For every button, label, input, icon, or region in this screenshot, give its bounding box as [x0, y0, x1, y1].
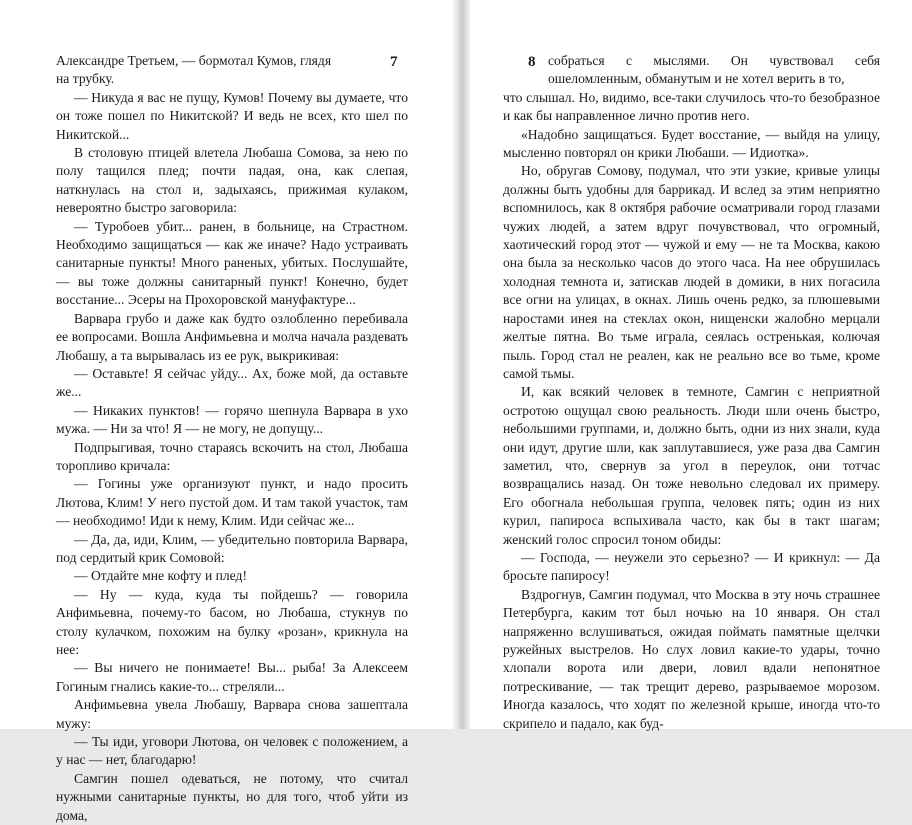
- paragraph: — Да, да, иди, Клим, — убедительно повторила Варвара, под сердитый крик Сомовой:: [56, 531, 408, 565]
- paragraph: — Отдайте мне кофту и плед!: [74, 568, 247, 584]
- paragraph: — Ну — куда, куда ты пойдешь? — говорила Анфимьевна, почему-то басом, но Любаша, стукнув по столу кулачком, похожим на булку «розан», крикнула на нее:: [56, 586, 408, 657]
- paragraph: Но, обругав Сомову, подумал, что эти узкие, кривые улицы должны быть удобны для баррикад. И вслед за этим неприятно вспомнилось, как 8 октября рабочие осматривали город глазами чужих людей, а затем вдруг почувствовал, что огромный, хаотический город этот — чужой и ему — не та Москва, какою она была за несколько часов до этого часа. На нее обрушилась холодная темнота и, затискав людей в домики, в них погасила все огни на улицах, в окнах. Лишь очень редко, за плюшевыми наростами инея на стеклах окон, нищенски жалобно мерцали желтые пятна. Во тьме играла, сеялась остренькая, колючая пыль. Город стал не реален, как не реально все во тьме, кроме самой тьмы.: [503, 163, 880, 381]
- page-number: 7: [390, 54, 398, 70]
- paragraph: В столовую птицей влетела Любаша Сомова, за нею по полу тащился плед; почти падая, она, как слепая, наткнулась на стол и, задыхаясь, прижимая кулаком, невероятно быстро заговорила:: [56, 145, 408, 216]
- book-gutter: [452, 0, 470, 729]
- right-page: [470, 0, 912, 729]
- paragraph: И, как всякий человек в темноте, Самгин с неприятной остротою ощущал свою реальность. Люди шли очень быстро, небольшими группами, и, должно быть, одни из них знали, куда они идут, другие шли, как заплутавшиеся, уже раза два Самгин заметил, что, свернув за угол в переулок, они тотчас возвращались назад. Он тоже невольно следовал их примеру. Его обогнала небольшая группа, человек пять; один из них курил, папироса вспыхивала часто, как бы в такт шагам; женский голос спросил тоном обиды:: [503, 384, 880, 547]
- right-text-column: [503, 52, 880, 733]
- paragraph: — Господа, — неужели это серьезно? — И крикнул: — Да бросьте папиросу!: [503, 549, 880, 584]
- paragraph: — Оставьте! Я сейчас уйду... Ах, боже мой, да оставьте же...: [56, 365, 408, 400]
- paragraph: Вздрогнув, Самгин подумал, что Москва в эту ночь страшнее Петербурга, каким тот был ночью на 10 января. Он стал напряженно вслушиваться, ожидая поймать памятные щелчки ружейных выстрелов. Но слух ловил какие-то удары, точно хлопали ворота или двери, ловил вдали непонятное потрескивание, — так трещит дерево, разрываемое морозом. Иногда казалось, что ходят по железной крыше, иногда что-то скрипело и падало, как буд-: [503, 586, 880, 731]
- left-text-column: [56, 52, 408, 825]
- paragraph: — Никуда я вас не пущу, Кумов! Почему вы думаете, что он тоже пошел по Никитской? И ведь не всех, кто шел по Никитской...: [56, 89, 408, 142]
- paragraph: Подпрыгивая, точно стараясь вскочить на стол, Любаша торопливо кричала:: [56, 439, 408, 473]
- first-line: собраться с мыслями. Он чувствовал себя ошеломленным, обманутым и не хотел верить в то,: [548, 53, 880, 87]
- paragraph: Анфимьевна увела Любашу, Варвара снова зашептала мужу:: [56, 697, 408, 731]
- paragraph: Варвара грубо и даже как будто озлобленно перебивала ее вопросами. Вошла Анфимьевна и молча начала раздевать Любашу, а та вырывалась из ее рук, выкрикивая:: [56, 310, 408, 363]
- paragraph: Самгин пошел одеваться, не потому, что считал нужными санитарные пункты, но для того, чтоб уйти из дома,: [56, 770, 408, 823]
- left-page: [0, 0, 452, 823]
- paragraph: — Гогины уже организуют пункт, и надо просить Лютова, Клим! У него пустой дом. И там такой участок, там — необходимо! Иди к нему, Клим. Иди сейчас же...: [56, 476, 408, 529]
- paragraph: — Никаких пунктов! — горячо шепнула Варвара в ухо мужа. — Ни за что! Я — не могу, не допущу...: [56, 402, 408, 437]
- paragraph: — Вы ничего не понимаете! Вы... рыба! За Алексеем Гогиным гнались какие-то... стреляли...: [56, 660, 408, 694]
- paragraph: что слышал. Но, видимо, все-таки случилось что-то безобразное и как бы направленное лично против него.: [503, 89, 880, 124]
- page-number: 8: [528, 54, 536, 70]
- paragraph: — Ты иди, уговори Лютова, он человек с положением, а у нас — нет, благодарю!: [56, 734, 408, 768]
- paragraph: на трубку.: [56, 71, 115, 87]
- paragraph: «Надобно защищаться. Будет восстание, — выйдя на улицу, мысленно повторял он крики Любаши. — Идиотка».: [503, 126, 880, 161]
- first-line: Александре Третьем, — бормотал Кумов, глядя: [56, 53, 332, 68]
- paragraph: — Туробоев убит... ранен, в больнице, на Страстном. Необходимо защищаться — как же иначе? Надо устраивать санитарные пункты! Много раненых, убитых. Послушайте, — вы тоже должны санитарный пункт! Конечно, будет восстание... Эсеры на Прохоровской мануфактуре...: [56, 218, 408, 308]
